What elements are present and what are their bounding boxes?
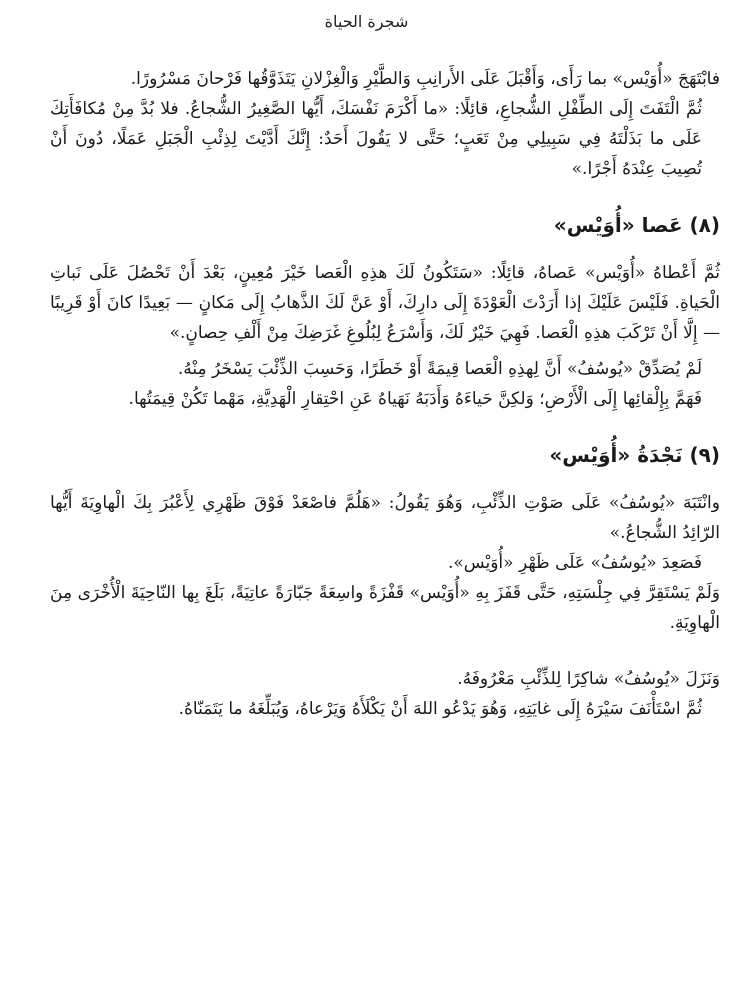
intro-paragraph-1: فابْتَهَجَ «أُوَيْس» بما رَأَى، وَأَقْبَلَ عَلَى الأَرانِبِ وَالطَّيْرِ وَالْغِزْلانِ يَتَذَوَّقُها فَرْحانَ مَسْرُورًا. (130, 69, 720, 89)
section-9-paragraph-4: وَنَزَلَ «يُوسُفُ» شاكِرًا لِلذِّئْبِ مَعْرُوفَهُ. (457, 669, 720, 689)
section-9-paragraph-1: وانْتَبَهَ «يُوسُفُ» عَلَى صَوْتِ الذِّئْبِ، وَهُوَ يَقُولُ: «هَلُمَّ فاصْعَدْ فَوْقَ ظَهْرِي لِأَعْبُرَ بِكَ الْهاوِيَةَ أَيُّها الرّائِدُ الشُّجاعُ.» (50, 493, 720, 543)
intro-paragraph-2: ثُمَّ الْتَفَتَ إِلَى الطِّفْلِ الشُّجاعِ، قائِلًا: «ما أَكْرَمَ نَفْسَكَ، أَيُّها الصَّغِيرُ الشُّجاعُ. فلا بُدَّ مِنْ مُكافَأَتِكَ عَلَى ما بَذَلْتَهُ فِي سَبِيلِي مِنْ تَعَبٍ؛ حَتَّى لا يَقُولَ أَحَدٌ: إِنَّكَ أَدَّيْتَ لِذِئْبِ الْجَبَلِ عَمَلًا، دُونَ أَنْ تُصِيبَ عِنْدَهُ أَجْرًا.» (50, 99, 702, 179)
spacer (50, 638, 720, 664)
section-8-heading: (٨) عَصا «أُوَيْس» (553, 213, 720, 237)
section-9-paragraph-3: وَلَمْ يَسْتَقِرَّ فِي جِلْسَتِهِ، حَتَّى قَفَزَ بِهِ «أُوَيْس» قَفْزَةً واسِعَةً جَبّارَةً عاتِيَةً، بَلَغَ بِها النّاحِيَةَ الْأُخْرَى مِنَ الْهاوِيَةِ. (50, 583, 720, 633)
section-9-paragraph-2: فَصَعِدَ «يُوسُفُ» عَلَى ظَهْرِ «أُوَيْس». (448, 553, 702, 573)
section-9-heading: (٩) نَجْدَةُ «أُوَيْس» (549, 443, 720, 467)
section-8-paragraph-1: ثُمَّ أَعْطاهُ «أُوَيْس» عَصاهُ، قائِلًا: «سَتَكُونُ لَكَ هذِهِ الْعَصا خَيْرَ مُعِينٍ، بَعْدَ أَنْ تَحْصُلَ عَلَى نَباتِ الْحَياةِ. فَلَيْسَ عَلَيْكَ إذا أَرَدْتَ الْعَوْدَةَ إِلَى دارِكَ، أَوْ عَنَّ لَكَ الذَّهابُ إِلَى مَكانٍ — بَعِيدًا كانَ أَوْ قَرِيبًا — إِلَّا أَنْ تَرْكَبَ هذِهِ الْعَصا. فَهِيَ خَيْرٌ لَكَ، وَأَسْرَعُ لِبُلُوغِ غَرَضِكَ مِنْ أَلْفِ حِصانٍ.» (50, 263, 720, 343)
section-9-paragraph-5: ثُمَّ اسْتَأْنَفَ سَيْرَهُ إِلَى غايَتِهِ، وَهُوَ يَدْعُو اللهَ أَنْ يَكْلَأَهُ وَيَرْعاهُ، وَيُبَلِّغَهُ ما يَتَمَنّاهُ. (178, 699, 702, 719)
section-8-paragraph-2: لَمْ يُصَدِّقْ «يُوسُفُ» أَنَّ لِهذِهِ الْعَصا قِيمَةً أَوْ خَطَرًا، وَحَسِبَ الذِّئْبَ يَسْخَرُ مِنْهُ. (177, 359, 702, 379)
spacer (50, 414, 720, 440)
running-header: شجرة الحياة (324, 12, 409, 31)
section-8-paragraph-3: فَهَمَّ بِإِلْقائِها إِلَى الْأَرْضِ؛ وَلكِنَّ حَياءَهُ وَأَدَبَهُ نَهَياهُ عَنِ احْتِقارِ الْهَدِيَّةِ، مَهْما تَكُنْ قِيمَتُها. (128, 389, 702, 409)
spacer (50, 470, 720, 488)
page-body (50, 64, 720, 724)
spacer (50, 240, 720, 258)
spacer (50, 184, 720, 210)
